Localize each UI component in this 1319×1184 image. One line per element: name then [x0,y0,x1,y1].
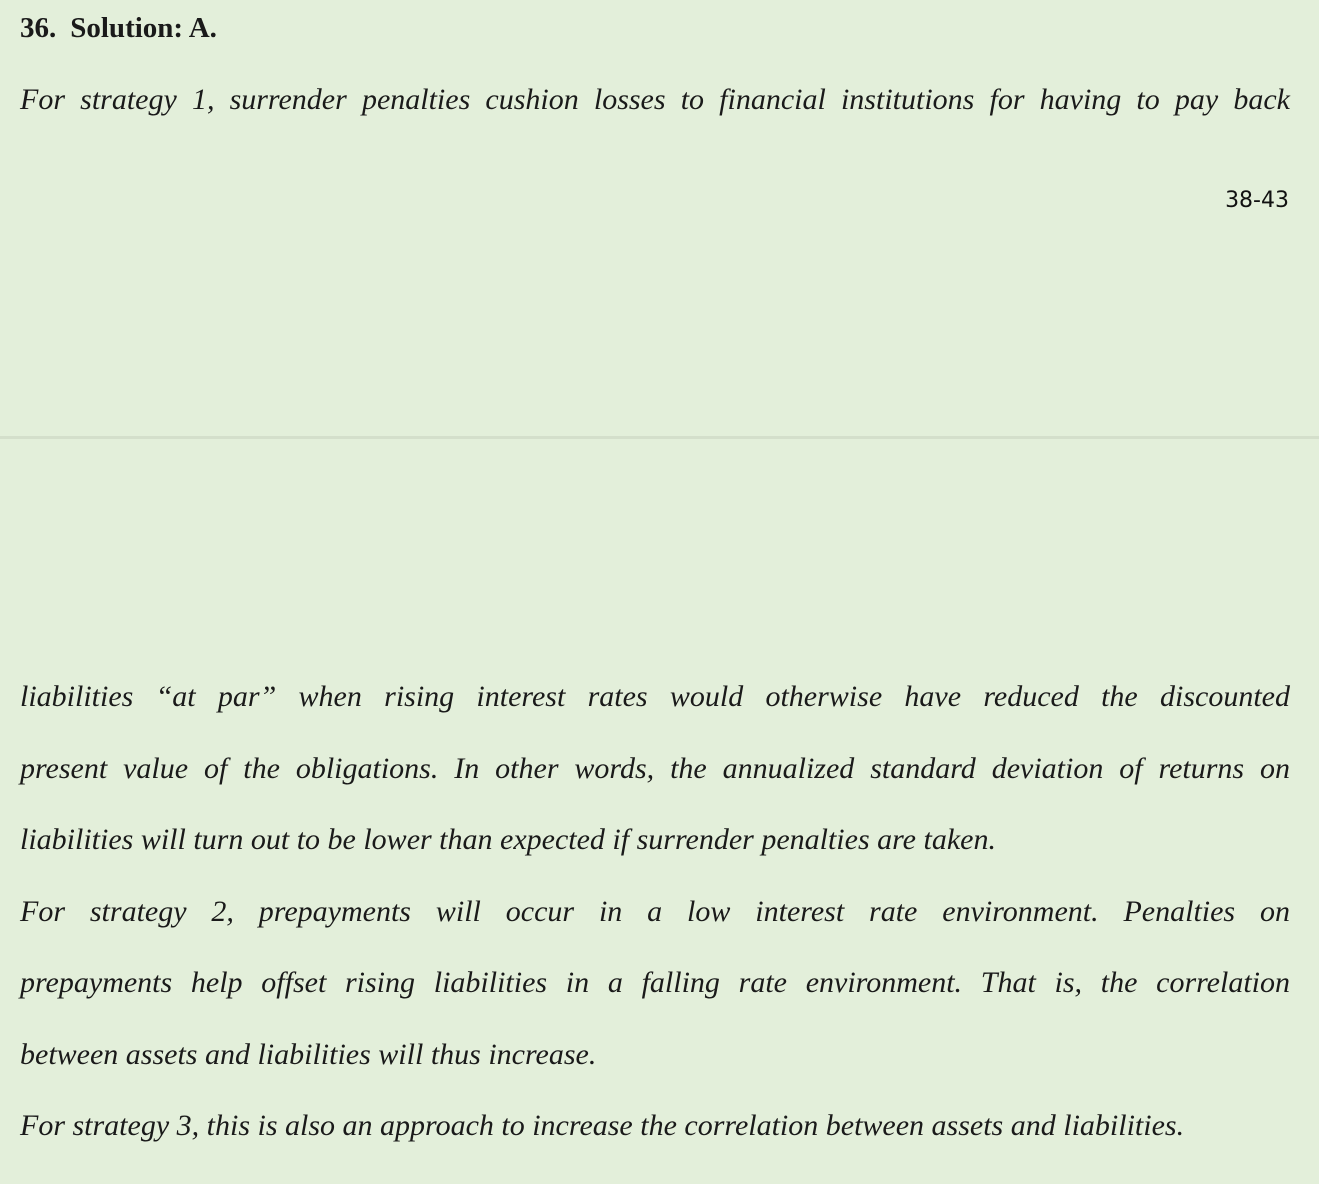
paragraph-line: For strategy 2, prepayments will occur in a low interest rate environment. Penalties on [20,895,1290,928]
paragraph-line: liabilities will turn out to be lower than expected if surrender penalties are taken. [20,823,996,856]
paragraph-line: between assets and liabilities will thus increase. [20,1038,597,1071]
page-number: 38-43 [1225,188,1289,213]
solution-heading [20,10,217,46]
paragraph-line: prepayments help offset rising liabilities in a falling rate environment. That is, the correlation [20,966,1290,999]
paragraph-line: For strategy 1, surrender penalties cushion losses to financial institutions for having to pay back [20,83,1290,116]
paragraph-line: liabilities “at par” when rising interest rates would otherwise have reduced the discounted [20,680,1290,713]
solution-title: Solution: A. [70,12,217,44]
question-number: 36. [20,12,57,44]
paragraph-line: For strategy 3, this is also an approach to increase the correlation between assets and liabilities. [20,1109,1185,1142]
paragraph-line: present value of the obligations. In other words, the annualized standard deviation of returns on [20,752,1290,785]
page-divider [0,436,1319,439]
